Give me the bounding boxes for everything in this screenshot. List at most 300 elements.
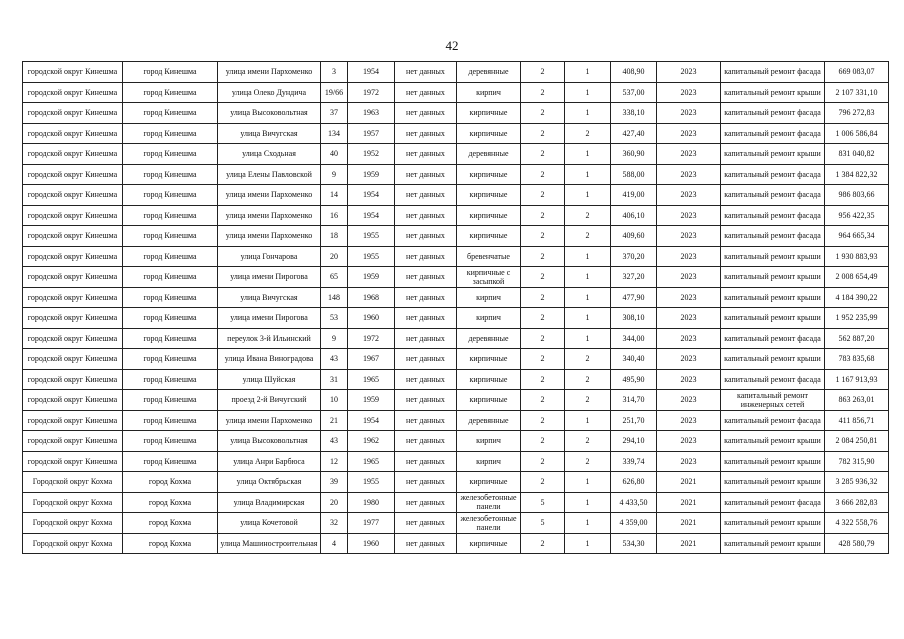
cell-wall-info: нет данных — [395, 226, 457, 247]
cell-street: улица имени Пархоменко — [218, 410, 321, 431]
cell-wall-info: нет данных — [395, 369, 457, 390]
cell-year-built: 1954 — [348, 205, 395, 226]
table-row — [23, 287, 889, 308]
cell-area: 534,30 — [611, 533, 657, 554]
cell-repair-cost: 831 040,82 — [825, 144, 889, 165]
cell-repair-year: 2023 — [657, 287, 721, 308]
cell-repair-cost: 964 665,34 — [825, 226, 889, 247]
cell-area: 427,40 — [611, 123, 657, 144]
cell-house-number: 21 — [321, 410, 348, 431]
table-body — [23, 62, 889, 554]
cell-settlement: город Кохма — [123, 472, 218, 493]
cell-year-built: 1954 — [348, 185, 395, 206]
table-row — [23, 328, 889, 349]
cell-year-built: 1967 — [348, 349, 395, 370]
cell-repair-type: капитальный ремонт фасада — [721, 62, 825, 83]
cell-street: улица Гончарова — [218, 246, 321, 267]
cell-house-number: 16 — [321, 205, 348, 226]
cell-repair-year: 2023 — [657, 205, 721, 226]
cell-area: 338,10 — [611, 103, 657, 124]
cell-repair-cost: 2 084 250,81 — [825, 431, 889, 452]
cell-area: 340,40 — [611, 349, 657, 370]
cell-repair-year: 2023 — [657, 431, 721, 452]
cell-area: 4 359,00 — [611, 513, 657, 534]
cell-repair-cost: 863 263,01 — [825, 390, 889, 411]
cell-repair-type: капитальный ремонт крыши — [721, 533, 825, 554]
cell-wall-material: кирпич — [457, 308, 521, 329]
cell-repair-cost: 3 285 936,32 — [825, 472, 889, 493]
table-row — [23, 164, 889, 185]
cell-wall-material: кирпич — [457, 451, 521, 472]
cell-settlement: город Кохма — [123, 513, 218, 534]
cell-repair-type: капитальный ремонт инженерных сетей — [721, 390, 825, 411]
cell-floors: 2 — [521, 123, 565, 144]
cell-wall-material: железобетонные панели — [457, 513, 521, 534]
cell-municipality: городской округ Кинешма — [23, 431, 123, 452]
cell-repair-type: капитальный ремонт крыши — [721, 308, 825, 329]
cell-entrances: 1 — [565, 308, 611, 329]
cell-year-built: 1960 — [348, 533, 395, 554]
cell-wall-info: нет данных — [395, 123, 457, 144]
cell-entrances: 1 — [565, 472, 611, 493]
cell-entrances: 1 — [565, 185, 611, 206]
cell-house-number: 10 — [321, 390, 348, 411]
cell-settlement: город Кохма — [123, 533, 218, 554]
cell-wall-info: нет данных — [395, 328, 457, 349]
cell-house-number: 31 — [321, 369, 348, 390]
cell-settlement: город Кинешма — [123, 144, 218, 165]
cell-wall-info: нет данных — [395, 62, 457, 83]
cell-area: 370,20 — [611, 246, 657, 267]
cell-street: улица Высоковольтная — [218, 103, 321, 124]
cell-year-built: 1972 — [348, 328, 395, 349]
cell-settlement: город Кинешма — [123, 349, 218, 370]
cell-wall-material: кирпичные — [457, 349, 521, 370]
cell-wall-info: нет данных — [395, 287, 457, 308]
cell-municipality: городской округ Кинешма — [23, 246, 123, 267]
cell-repair-year: 2023 — [657, 226, 721, 247]
cell-repair-cost: 3 666 282,83 — [825, 492, 889, 513]
cell-wall-material: кирпич — [457, 287, 521, 308]
cell-settlement: город Кинешма — [123, 62, 218, 83]
cell-year-built: 1954 — [348, 410, 395, 431]
table-row — [23, 144, 889, 165]
cell-year-built: 1959 — [348, 390, 395, 411]
cell-entrances: 1 — [565, 267, 611, 288]
cell-entrances: 1 — [565, 144, 611, 165]
cell-repair-type: капитальный ремонт фасада — [721, 492, 825, 513]
cell-repair-year: 2023 — [657, 82, 721, 103]
table-row — [23, 533, 889, 554]
cell-settlement: город Кинешма — [123, 287, 218, 308]
table-row — [23, 226, 889, 247]
cell-area: 339,74 — [611, 451, 657, 472]
cell-wall-info: нет данных — [395, 533, 457, 554]
cell-entrances: 2 — [565, 451, 611, 472]
cell-year-built: 1954 — [348, 62, 395, 83]
cell-floors: 2 — [521, 144, 565, 165]
cell-repair-type: капитальный ремонт крыши — [721, 513, 825, 534]
cell-house-number: 3 — [321, 62, 348, 83]
table-row — [23, 472, 889, 493]
cell-repair-cost: 4 322 558,76 — [825, 513, 889, 534]
cell-entrances: 2 — [565, 349, 611, 370]
cell-settlement: город Кинешма — [123, 451, 218, 472]
cell-year-built: 1960 — [348, 308, 395, 329]
cell-repair-cost: 1 167 913,93 — [825, 369, 889, 390]
cell-wall-info: нет данных — [395, 164, 457, 185]
cell-wall-info: нет данных — [395, 246, 457, 267]
cell-wall-material: кирпичные — [457, 205, 521, 226]
cell-wall-material: кирпичные — [457, 123, 521, 144]
cell-settlement: город Кохма — [123, 492, 218, 513]
cell-repair-cost: 782 315,90 — [825, 451, 889, 472]
cell-entrances: 1 — [565, 328, 611, 349]
cell-floors: 2 — [521, 62, 565, 83]
cell-repair-year: 2023 — [657, 369, 721, 390]
cell-settlement: город Кинешма — [123, 328, 218, 349]
cell-floors: 2 — [521, 533, 565, 554]
cell-settlement: город Кинешма — [123, 369, 218, 390]
cell-wall-info: нет данных — [395, 308, 457, 329]
cell-wall-info: нет данных — [395, 431, 457, 452]
table-row — [23, 451, 889, 472]
cell-repair-year: 2021 — [657, 513, 721, 534]
cell-municipality: Городской округ Кохма — [23, 492, 123, 513]
cell-repair-type: капитальный ремонт фасада — [721, 328, 825, 349]
cell-entrances: 1 — [565, 492, 611, 513]
cell-repair-cost: 669 083,07 — [825, 62, 889, 83]
cell-house-number: 18 — [321, 226, 348, 247]
cell-repair-cost: 1 930 883,93 — [825, 246, 889, 267]
cell-area: 588,00 — [611, 164, 657, 185]
cell-area: 406,10 — [611, 205, 657, 226]
cell-area: 495,90 — [611, 369, 657, 390]
cell-repair-type: капитальный ремонт крыши — [721, 451, 825, 472]
cell-floors: 2 — [521, 328, 565, 349]
cell-repair-year: 2023 — [657, 390, 721, 411]
cell-repair-year: 2023 — [657, 164, 721, 185]
cell-repair-year: 2023 — [657, 328, 721, 349]
cell-repair-type: капитальный ремонт крыши — [721, 144, 825, 165]
cell-street: улица имени Пархоменко — [218, 62, 321, 83]
cell-municipality: городской округ Кинешма — [23, 287, 123, 308]
cell-street: улица Вичугская — [218, 123, 321, 144]
cell-wall-info: нет данных — [395, 103, 457, 124]
cell-wall-info: нет данных — [395, 410, 457, 431]
cell-floors: 2 — [521, 349, 565, 370]
cell-house-number: 12 — [321, 451, 348, 472]
cell-settlement: город Кинешма — [123, 308, 218, 329]
cell-street: проезд 2-й Вичугский — [218, 390, 321, 411]
cell-repair-type: капитальный ремонт фасада — [721, 123, 825, 144]
cell-repair-year: 2023 — [657, 410, 721, 431]
cell-wall-info: нет данных — [395, 472, 457, 493]
table-row — [23, 123, 889, 144]
cell-entrances: 2 — [565, 369, 611, 390]
cell-repair-cost: 796 272,83 — [825, 103, 889, 124]
cell-municipality: городской округ Кинешма — [23, 390, 123, 411]
cell-area: 308,10 — [611, 308, 657, 329]
cell-year-built: 1955 — [348, 472, 395, 493]
cell-municipality: городской округ Кинешма — [23, 103, 123, 124]
cell-year-built: 1963 — [348, 103, 395, 124]
cell-wall-material: кирпичные — [457, 185, 521, 206]
cell-municipality: городской округ Кинешма — [23, 62, 123, 83]
cell-wall-material: кирпичные — [457, 390, 521, 411]
cell-wall-material: кирпич — [457, 82, 521, 103]
cell-area: 344,00 — [611, 328, 657, 349]
cell-street: улица Машиностроительная — [218, 533, 321, 554]
building-repair-table — [22, 61, 889, 554]
cell-floors: 2 — [521, 390, 565, 411]
table-row — [23, 308, 889, 329]
cell-repair-year: 2023 — [657, 349, 721, 370]
cell-street: улица Ивана Виноградова — [218, 349, 321, 370]
cell-street: улица имени Пархоменко — [218, 185, 321, 206]
cell-street: улица имени Пирогова — [218, 267, 321, 288]
cell-settlement: город Кинешма — [123, 82, 218, 103]
cell-municipality: городской округ Кинешма — [23, 123, 123, 144]
cell-house-number: 39 — [321, 472, 348, 493]
cell-repair-year: 2023 — [657, 185, 721, 206]
cell-wall-material: кирпич — [457, 431, 521, 452]
cell-wall-material: деревянные — [457, 62, 521, 83]
cell-area: 4 433,50 — [611, 492, 657, 513]
cell-wall-info: нет данных — [395, 513, 457, 534]
cell-floors: 2 — [521, 451, 565, 472]
cell-repair-cost: 1 952 235,99 — [825, 308, 889, 329]
cell-repair-type: капитальный ремонт фасада — [721, 103, 825, 124]
page-number: 42 — [445, 38, 459, 53]
cell-repair-cost: 783 835,68 — [825, 349, 889, 370]
cell-floors: 2 — [521, 82, 565, 103]
cell-municipality: городской округ Кинешма — [23, 451, 123, 472]
cell-settlement: город Кинешма — [123, 226, 218, 247]
cell-wall-material: бревенчатые — [457, 246, 521, 267]
cell-repair-type: капитальный ремонт фасада — [721, 185, 825, 206]
cell-municipality: городской округ Кинешма — [23, 349, 123, 370]
cell-year-built: 1959 — [348, 267, 395, 288]
cell-repair-type: капитальный ремонт крыши — [721, 349, 825, 370]
cell-municipality: городской округ Кинешма — [23, 205, 123, 226]
cell-house-number: 32 — [321, 513, 348, 534]
cell-area: 408,90 — [611, 62, 657, 83]
table-row — [23, 185, 889, 206]
cell-repair-year: 2021 — [657, 492, 721, 513]
cell-year-built: 1955 — [348, 246, 395, 267]
cell-wall-info: нет данных — [395, 390, 457, 411]
cell-floors: 2 — [521, 205, 565, 226]
cell-wall-material: деревянные — [457, 328, 521, 349]
cell-wall-material: кирпичные — [457, 226, 521, 247]
cell-wall-info: нет данных — [395, 349, 457, 370]
cell-street: улица имени Пархоменко — [218, 205, 321, 226]
cell-house-number: 4 — [321, 533, 348, 554]
cell-house-number: 20 — [321, 492, 348, 513]
cell-wall-info: нет данных — [395, 82, 457, 103]
cell-street: улица Шуйская — [218, 369, 321, 390]
cell-floors: 5 — [521, 492, 565, 513]
cell-municipality: городской округ Кинешма — [23, 82, 123, 103]
cell-street: улица Вичугская — [218, 287, 321, 308]
cell-wall-info: нет данных — [395, 144, 457, 165]
cell-house-number: 43 — [321, 349, 348, 370]
cell-entrances: 2 — [565, 431, 611, 452]
cell-house-number: 19/66 — [321, 82, 348, 103]
cell-street: улица Елены Павловской — [218, 164, 321, 185]
cell-wall-info: нет данных — [395, 205, 457, 226]
cell-year-built: 1965 — [348, 369, 395, 390]
table-row — [23, 431, 889, 452]
table-row — [23, 349, 889, 370]
table-row — [23, 103, 889, 124]
cell-entrances: 1 — [565, 287, 611, 308]
cell-floors: 2 — [521, 410, 565, 431]
cell-street: улица имени Пархоменко — [218, 226, 321, 247]
cell-municipality: городской округ Кинешма — [23, 328, 123, 349]
cell-area: 537,00 — [611, 82, 657, 103]
table-row — [23, 246, 889, 267]
cell-area: 327,20 — [611, 267, 657, 288]
cell-repair-year: 2023 — [657, 246, 721, 267]
cell-floors: 2 — [521, 103, 565, 124]
cell-entrances: 1 — [565, 513, 611, 534]
cell-entrances: 1 — [565, 246, 611, 267]
cell-repair-cost: 428 580,79 — [825, 533, 889, 554]
table-row — [23, 410, 889, 431]
cell-municipality: городской округ Кинешма — [23, 226, 123, 247]
cell-municipality: Городской округ Кохма — [23, 513, 123, 534]
table-row — [23, 369, 889, 390]
cell-house-number: 37 — [321, 103, 348, 124]
cell-repair-year: 2021 — [657, 472, 721, 493]
cell-repair-type: капитальный ремонт крыши — [721, 287, 825, 308]
cell-repair-cost: 1 384 822,32 — [825, 164, 889, 185]
cell-repair-year: 2023 — [657, 62, 721, 83]
cell-municipality: городской округ Кинешма — [23, 410, 123, 431]
cell-municipality: Городской округ Кохма — [23, 472, 123, 493]
cell-settlement: город Кинешма — [123, 246, 218, 267]
cell-repair-type: капитальный ремонт крыши — [721, 431, 825, 452]
cell-area: 251,70 — [611, 410, 657, 431]
cell-municipality: городской округ Кинешма — [23, 267, 123, 288]
cell-house-number: 53 — [321, 308, 348, 329]
cell-repair-type: капитальный ремонт фасада — [721, 164, 825, 185]
cell-year-built: 1977 — [348, 513, 395, 534]
cell-street: улица имени Пирогова — [218, 308, 321, 329]
cell-year-built: 1968 — [348, 287, 395, 308]
cell-entrances: 1 — [565, 410, 611, 431]
cell-repair-year: 2023 — [657, 123, 721, 144]
cell-wall-info: нет данных — [395, 267, 457, 288]
cell-house-number: 9 — [321, 164, 348, 185]
cell-floors: 2 — [521, 246, 565, 267]
cell-repair-cost: 2 107 331,10 — [825, 82, 889, 103]
cell-floors: 2 — [521, 431, 565, 452]
cell-municipality: Городской округ Кохма — [23, 533, 123, 554]
cell-entrances: 1 — [565, 103, 611, 124]
cell-wall-material: кирпичные с засыпкой — [457, 267, 521, 288]
cell-wall-material: кирпичные — [457, 472, 521, 493]
cell-repair-type: капитальный ремонт фасада — [721, 369, 825, 390]
cell-floors: 2 — [521, 226, 565, 247]
cell-house-number: 134 — [321, 123, 348, 144]
cell-floors: 2 — [521, 472, 565, 493]
cell-settlement: город Кинешма — [123, 267, 218, 288]
cell-entrances: 1 — [565, 82, 611, 103]
cell-floors: 2 — [521, 308, 565, 329]
cell-area: 419,00 — [611, 185, 657, 206]
cell-floors: 2 — [521, 164, 565, 185]
cell-year-built: 1972 — [348, 82, 395, 103]
cell-street: улица Кочетовой — [218, 513, 321, 534]
cell-entrances: 1 — [565, 164, 611, 185]
cell-area: 294,10 — [611, 431, 657, 452]
cell-wall-info: нет данных — [395, 185, 457, 206]
cell-wall-material: кирпичные — [457, 164, 521, 185]
cell-entrances: 2 — [565, 390, 611, 411]
cell-repair-cost: 562 887,20 — [825, 328, 889, 349]
cell-repair-year: 2023 — [657, 267, 721, 288]
cell-street: улица Олеко Дундича — [218, 82, 321, 103]
table-row — [23, 390, 889, 411]
cell-house-number: 65 — [321, 267, 348, 288]
cell-wall-material: кирпичные — [457, 533, 521, 554]
table-row — [23, 62, 889, 83]
cell-street: улица Октябрьская — [218, 472, 321, 493]
cell-settlement: город Кинешма — [123, 431, 218, 452]
cell-repair-type: капитальный ремонт крыши — [721, 472, 825, 493]
cell-house-number: 148 — [321, 287, 348, 308]
cell-repair-cost: 956 422,35 — [825, 205, 889, 226]
cell-settlement: город Кинешма — [123, 103, 218, 124]
cell-floors: 2 — [521, 185, 565, 206]
cell-wall-material: кирпичные — [457, 369, 521, 390]
cell-year-built: 1952 — [348, 144, 395, 165]
cell-entrances: 2 — [565, 123, 611, 144]
cell-repair-year: 2023 — [657, 308, 721, 329]
cell-area: 477,90 — [611, 287, 657, 308]
cell-wall-material: деревянные — [457, 410, 521, 431]
cell-street: улица Владимирская — [218, 492, 321, 513]
cell-settlement: город Кинешма — [123, 410, 218, 431]
cell-municipality: городской округ Кинешма — [23, 308, 123, 329]
cell-year-built: 1965 — [348, 451, 395, 472]
cell-entrances: 1 — [565, 62, 611, 83]
cell-municipality: городской округ Кинешма — [23, 369, 123, 390]
table-row — [23, 267, 889, 288]
cell-year-built: 1959 — [348, 164, 395, 185]
cell-street: переулок 3-й Ильинский — [218, 328, 321, 349]
cell-entrances: 1 — [565, 533, 611, 554]
table-row — [23, 82, 889, 103]
cell-municipality: городской округ Кинешма — [23, 185, 123, 206]
cell-repair-cost: 4 184 390,22 — [825, 287, 889, 308]
cell-floors: 2 — [521, 287, 565, 308]
cell-repair-type: капитальный ремонт крыши — [721, 82, 825, 103]
cell-house-number: 20 — [321, 246, 348, 267]
cell-repair-type: капитальный ремонт фасада — [721, 410, 825, 431]
cell-repair-type: капитальный ремонт фасада — [721, 205, 825, 226]
cell-wall-material: деревянные — [457, 144, 521, 165]
cell-repair-year: 2023 — [657, 103, 721, 124]
cell-settlement: город Кинешма — [123, 123, 218, 144]
table-row — [23, 513, 889, 534]
cell-repair-cost: 411 856,71 — [825, 410, 889, 431]
cell-house-number: 9 — [321, 328, 348, 349]
cell-year-built: 1955 — [348, 226, 395, 247]
